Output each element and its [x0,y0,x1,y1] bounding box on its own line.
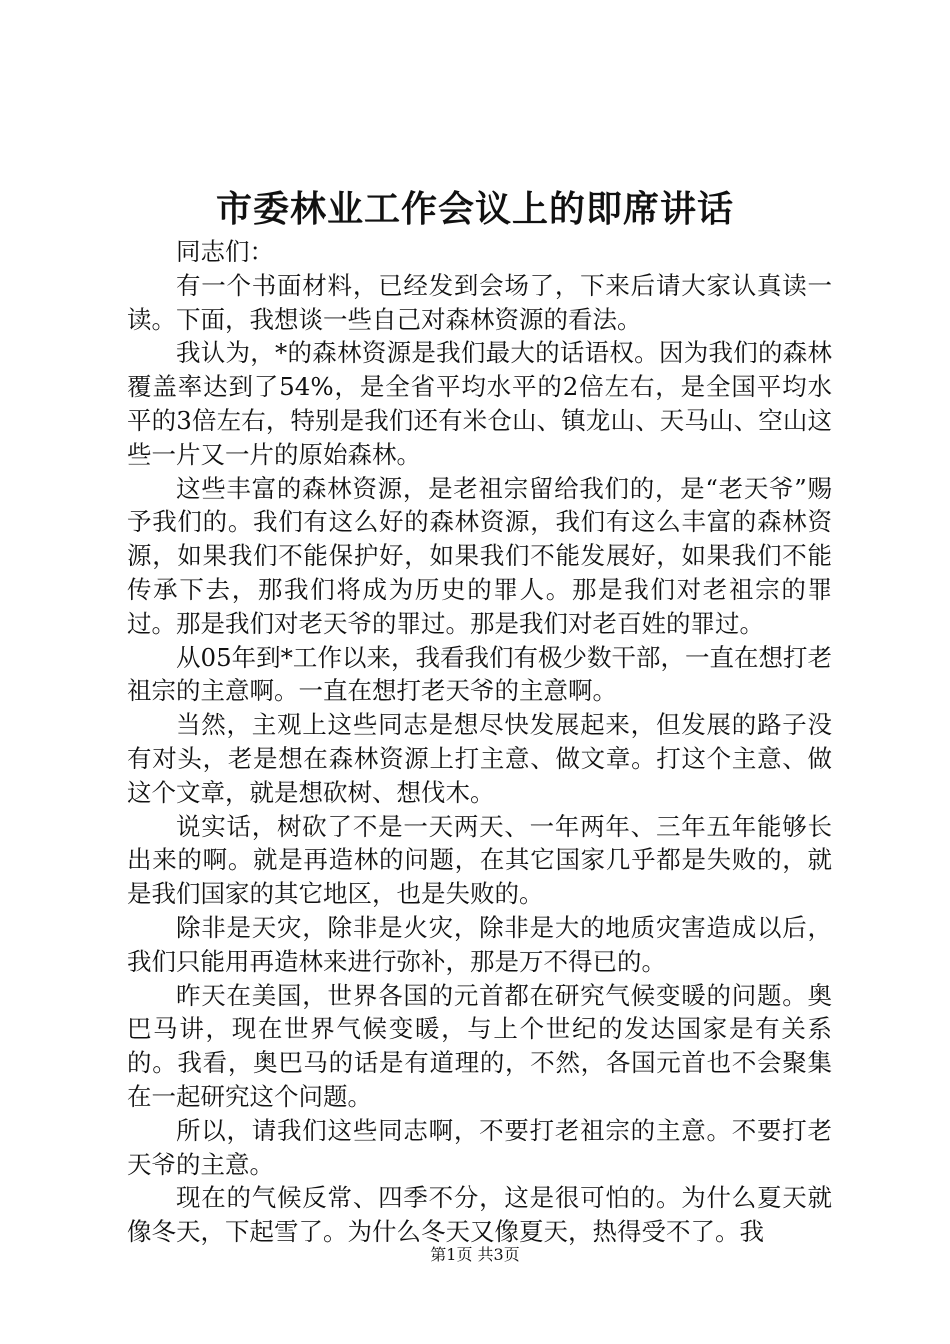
paragraph: 有一个书面材料，已经发到会场了，下来后请大家认真读一读。下面，我想谈一些自己对森林资源的看法。 [127,270,832,334]
paragraph: 从05年到*工作以来，我看我们有极少数干部，一直在想打老祖宗的主意啊。一直在想打老天爷的主意啊。 [127,642,832,706]
document-title: 市委林业工作会议上的即席讲话 [215,188,734,230]
document-body [127,235,832,1249]
paragraph: 说实话，树砍了不是一天两天、一年两年、三年五年能够长出来的啊。就是再造林的问题，在其它国家几乎都是失败的，就是我们国家的其它地区，也是失败的。 [127,811,832,909]
paragraph: 我认为，*的森林资源是我们最大的话语权。因为我们的森林覆盖率达到了54%，是全省平均水平的2倍左右，是全国平均水平的3倍左右，特别是我们还有米仓山、镇龙山、天马山、空山这些一片又一片的原始森林。 [127,338,832,469]
paragraph: 所以，请我们这些同志啊，不要打老祖宗的主意。不要打老天爷的主意。 [127,1115,832,1179]
paragraph: 当然，主观上这些同志是想尽快发展起来，但发展的路子没有对头，老是想在森林资源上打主意、做文章。打这个主意、做这个文章，就是想砍树、想伐木。 [127,710,832,807]
paragraph: 昨天在美国，世界各国的元首都在研究气候变暖的问题。奥巴马讲，现在世界气候变暖，与上个世纪的发达国家是有关系的。我看，奥巴马的话是有道理的，不然，各国元首也不会聚集在一起研究这个问题。 [127,980,832,1111]
paragraph-greeting: 同志们： [176,237,274,266]
paragraph: 现在的气候反常、四季不分，这是很可怕的。为什么夏天就像冬天，下起雪了。为什么冬天又像夏天，热得受不了。我 [127,1183,832,1247]
page-footer: 第1页 共3页 [430,1245,520,1264]
paragraph: 除非是天灾，除非是火灾，除非是大的地质灾害造成以后，我们只能用再造林来进行弥补，那是万不得已的。 [127,912,832,976]
paragraph: 这些丰富的森林资源，是老祖宗留给我们的，是“老天爷”赐予我们的。我们有这么好的森林资源，我们有这么丰富的森林资源，如果我们不能保护好，如果我们不能发展好，如果我们不能传承下去，那我们将成为历史的罪人。那是我们对老祖宗的罪过。那是我们对老天爷的罪过。那是我们对老百姓的罪过。 [127,473,832,638]
